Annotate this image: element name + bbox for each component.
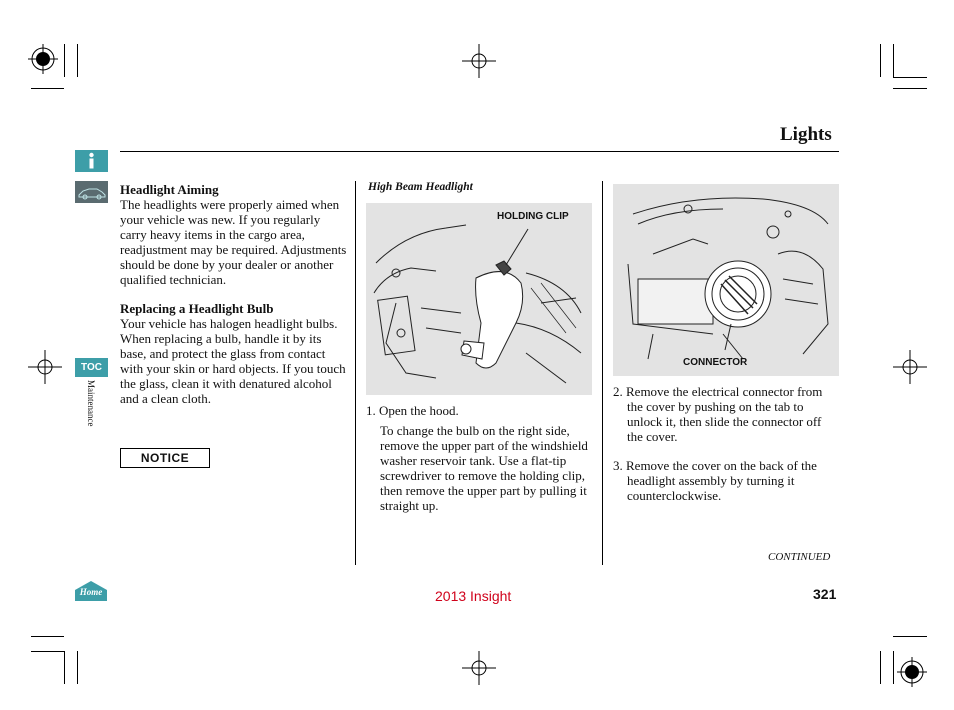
info-icon[interactable] bbox=[75, 150, 108, 172]
step-3 bbox=[613, 458, 839, 503]
column-1 bbox=[120, 182, 350, 406]
crop-mark bbox=[64, 44, 65, 77]
high-beam-illustration bbox=[366, 203, 592, 395]
step-1-detail: To change the bulb on the right side, remove the upper part of the windshield washer reservoir tank. Use a flat-tip screwdriver to remove the holding clip, then remove the upper part by pulling it straight up. bbox=[380, 423, 588, 513]
vehicle-icon[interactable] bbox=[75, 181, 108, 203]
holding-clip-callout: HOLDING CLIP bbox=[497, 211, 569, 222]
notice-badge: NOTICE bbox=[120, 448, 210, 468]
side-label-text: Maintenance bbox=[86, 380, 96, 427]
crop-mark bbox=[893, 77, 927, 78]
crop-mark bbox=[77, 651, 78, 684]
replace-body: Your vehicle has halogen headlight bulbs. When replacing a bulb, handle it by its base, and protect the glass from contact with your skin or hard objects. If you touch the glass, clean it with denatured alcohol and a clean cloth. bbox=[120, 316, 346, 406]
registration-target-icon bbox=[895, 655, 929, 689]
toc-button[interactable] bbox=[75, 358, 108, 377]
crop-mark bbox=[31, 651, 64, 652]
crosshair-icon bbox=[462, 651, 496, 685]
home-label: Home bbox=[79, 587, 103, 597]
crosshair-icon bbox=[28, 350, 62, 384]
aiming-body: The headlights were properly aimed when your vehicle was new. If you regularly carry heavy items in the cargo area, readjustment may be required. Adjustments should be done by your dealer or another qualified technician. bbox=[120, 197, 347, 287]
home-button[interactable] bbox=[74, 580, 108, 602]
crop-mark bbox=[880, 44, 881, 77]
figure-title: High Beam Headlight bbox=[368, 181, 473, 193]
section-side-label bbox=[84, 380, 98, 460]
crop-mark bbox=[64, 651, 65, 684]
toc-label: TOC bbox=[81, 362, 102, 373]
crop-mark bbox=[893, 636, 927, 637]
step-3-text: 3. Remove the cover on the back of the headlight assembly by turning it counterclockwise. bbox=[613, 458, 817, 503]
step-2 bbox=[613, 384, 839, 444]
crop-mark bbox=[31, 636, 64, 637]
crop-mark bbox=[77, 44, 78, 77]
connector-illustration bbox=[613, 184, 839, 376]
page-title: Lights bbox=[780, 124, 832, 145]
connector-callout: CONNECTOR bbox=[683, 357, 748, 368]
crop-mark bbox=[893, 44, 894, 77]
column-divider bbox=[355, 181, 356, 565]
model-name: 2013 Insight bbox=[435, 588, 512, 604]
crosshair-icon bbox=[893, 350, 927, 384]
column-divider bbox=[602, 181, 603, 565]
replace-heading: Replacing a Headlight Bulb bbox=[120, 301, 274, 316]
crop-mark bbox=[893, 651, 894, 684]
step-1: 1. Open the hood. bbox=[366, 403, 459, 418]
aiming-heading: Headlight Aiming bbox=[120, 182, 219, 197]
continued-label: CONTINUED bbox=[768, 551, 831, 563]
crop-mark bbox=[880, 651, 881, 684]
crop-mark bbox=[31, 88, 64, 89]
header-rule bbox=[120, 151, 839, 152]
registration-target-icon bbox=[26, 42, 60, 76]
page-number: 321 bbox=[813, 586, 837, 602]
crop-mark bbox=[893, 88, 927, 89]
crosshair-icon bbox=[462, 44, 496, 78]
step-2-text: 2. Remove the electrical connector from the cover by pushing on the tab to unlock it, then slide the connector off the cover. bbox=[613, 384, 823, 444]
